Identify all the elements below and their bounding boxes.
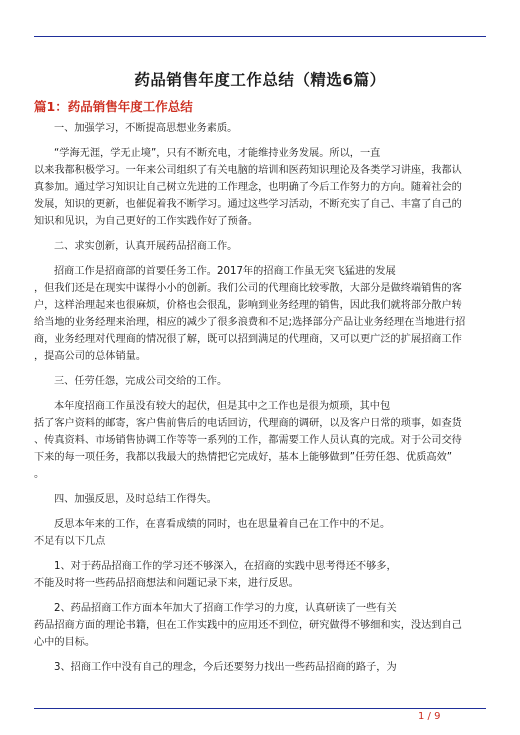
text-line: 一、加强学习，不断提高思想业务素质。 bbox=[54, 123, 238, 134]
text-line: 知识和见识，为自己更好的工作实践作好了预备。 bbox=[34, 216, 259, 227]
block-paragraph-6 bbox=[34, 600, 486, 651]
text-line: 真参加。通过学习知识让自己树立先进的工作理念，也明确了今后工作努力的方向。随着社会的 bbox=[34, 182, 462, 193]
block-heading-3 bbox=[34, 373, 486, 390]
text-line: 药品招商方面的理论书籍，但在工作实践中的应用还不到位，研究做得不够细和实，没达到自己 bbox=[34, 620, 462, 631]
text-line: ，但我们还是在现实中谋得小小的创新。我们公司的代理商比较零散，大部分是做终端销售的客 bbox=[34, 283, 462, 294]
footer-rule bbox=[34, 708, 486, 709]
text-line: 不能及时将一些药品招商想法和问题记录下来，进行反思。 bbox=[34, 578, 299, 589]
text-line: 1、对于药品招商工作的学习还不够深入，在招商的实践中思考得还不够多， bbox=[54, 561, 397, 572]
text-line: 不足有以下几点 bbox=[34, 536, 106, 547]
text-line: 给当地的业务经理来治理，相应的减少了很多浪费和不足;选择部分产品让业务经理在当地进行招 bbox=[34, 317, 466, 328]
block-paragraph-4 bbox=[34, 516, 486, 550]
block-paragraph-2 bbox=[34, 263, 486, 365]
text-line: ，提高公司的总体销量。 bbox=[34, 351, 147, 362]
text-line: 。 bbox=[34, 469, 45, 480]
document-body bbox=[34, 120, 486, 676]
text-line: 二、求实创新，认真开展药品招商工作。 bbox=[54, 241, 238, 252]
block-heading-1 bbox=[34, 120, 486, 137]
text-line: 、传真资料、市场销售协调工作等等一系列的工作，都需要工作人员认真的完成。对于公司交待 bbox=[34, 435, 462, 446]
text-line: 3、招商工作中没有自己的理念，今后还要努力找出一些药品招商的路子，为 bbox=[54, 662, 397, 673]
document-title: 药品销售年度工作总结（精选6篇） bbox=[134, 71, 386, 89]
block-paragraph-1 bbox=[34, 145, 486, 230]
block-heading-2 bbox=[34, 238, 486, 255]
block-paragraph-3 bbox=[34, 398, 486, 483]
text-line: 发展，知识的更新，也催促着我不断学习。通过这些学习活动，不断充实了自己、丰富了自己的 bbox=[34, 199, 462, 210]
text-line: 心中的目标。 bbox=[34, 637, 96, 648]
block-paragraph-7 bbox=[34, 659, 486, 676]
text-line: 以来我都积极学习。一年来公司组织了有关电脑的培训和医药知识理论及各类学习讲座，我都认 bbox=[34, 165, 462, 176]
text-line: 2、药品招商工作方面本年加大了招商工作学习的力度，认真研读了一些有关 bbox=[54, 603, 397, 614]
page-number: 1 / 9 bbox=[418, 711, 441, 722]
block-paragraph-5 bbox=[34, 558, 486, 592]
text-line: 下来的每一项任务，我都以我最大的热情把它完成好，基本上能够做到”任劳任怨、优质高效” bbox=[34, 452, 453, 463]
text-line: 商，业务经理对代理商的情况很了解，既可以招到满足的代理商，又可以更广泛的扩展招商工作 bbox=[34, 334, 462, 345]
text-line: 招商工作是招商部的首要任务工作。2017年的招商工作虽无突飞猛进的发展 bbox=[54, 266, 396, 277]
text-line: 本年度招商工作虽没有较大的起伏，但是其中之工作也是很为烦琐，其中包 bbox=[54, 401, 391, 412]
text-line: “学海无涯，学无止境”，只有不断充电，才能维持业务发展。所以，一直 bbox=[54, 148, 381, 159]
text-line: 户，这样治理起来也很麻烦，价格也会很乱，影响到业务经理的销售，因此我们就将部分散户转 bbox=[34, 300, 462, 311]
text-line: 反思本年来的工作，在喜看成绩的同时，也在思量着自己在工作中的不足。 bbox=[54, 519, 391, 530]
text-line: 括了客户资料的邮寄，客户售前售后的电话回访，代理商的调研，以及客户日常的琐事，如查货 bbox=[34, 418, 462, 429]
section-heading: 篇1：药品销售年度工作总结 bbox=[34, 99, 193, 114]
header-rule bbox=[34, 36, 486, 37]
text-line: 四、加强反思，及时总结工作得失。 bbox=[54, 494, 217, 505]
text-line: 三、任劳任怨，完成公司交给的工作。 bbox=[54, 376, 228, 387]
block-heading-4 bbox=[34, 491, 486, 508]
